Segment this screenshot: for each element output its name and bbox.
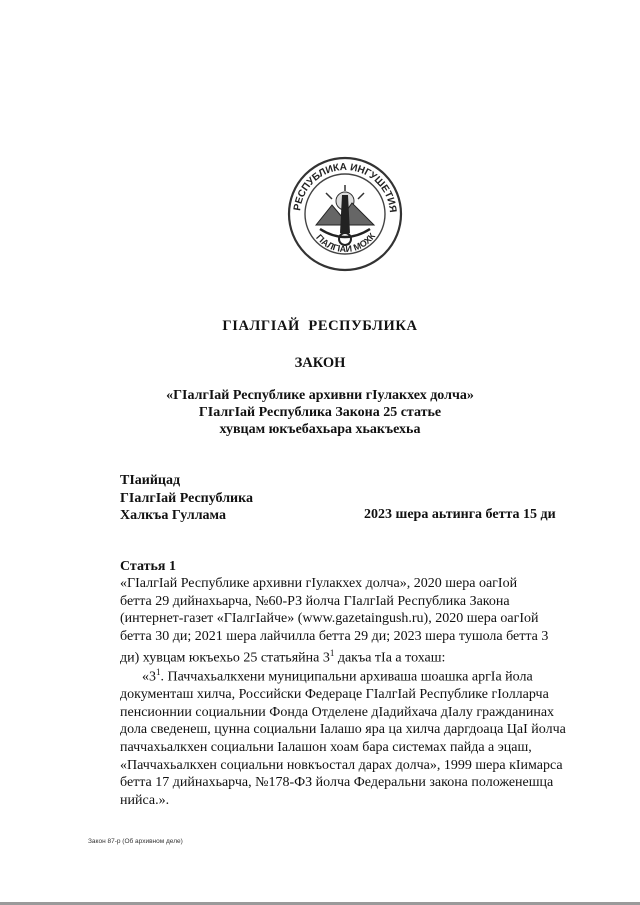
- republic-emblem-icon: [286, 155, 404, 273]
- article-heading: Статья 1: [120, 559, 176, 574]
- law-title-line: ГIалгIай Республика Закона 25 статье: [198, 405, 442, 420]
- paragraph-line-text: . Паччахьалкхени муниципальни архиваша шоашка аргIа йола: [160, 669, 533, 685]
- paragraph-line: [120, 664, 585, 686]
- superscript-mark: 1: [156, 667, 161, 677]
- emblem-ring-top-text: РЕСПУБЛИКА ИНГУШЕТИЯ: [292, 161, 399, 214]
- emblem-ring-bottom-text: ГIАЛГIАЙ МОХК: [314, 231, 378, 255]
- footer-footnote: Закон 87-р (Об архивном деле): [88, 838, 183, 845]
- paragraph-line: «ГIалгIай Республике архивни гIулакхех долча», 2020 шера оагIой: [120, 576, 518, 591]
- paragraph-line: паччахьалкхен социальни Iалашон хоам бара системах пайда а эцаш,: [120, 740, 532, 756]
- law-title-line: хувцам юкъебахьара хьакъехьа: [219, 422, 421, 437]
- adoption-line: ТIаийцад: [120, 473, 181, 488]
- paragraph-line: «Паччахьалкхен социальни новкъостал дарах долча», 1999 шера кIимарса: [120, 757, 563, 773]
- paragraph-line: дола сведенеш, цунна социальни Iалашо яра ца хилча даргдоаца ЦаI йолча: [120, 722, 566, 738]
- article-paragraph-2: [120, 664, 585, 809]
- adoption-date: 2023 шера аьтинга бетта 15 ди: [364, 507, 556, 522]
- superscript-mark: 1: [329, 648, 335, 659]
- paragraph-line: пенсионнии социальнии Фонда Отделене дIадийхача дIалу гражданинах: [120, 704, 555, 720]
- paragraph-line-text: дакъа тIа а тохаш:: [334, 651, 446, 667]
- document-type-heading: ЗАКОН: [294, 355, 346, 371]
- paragraph-line: бетта 17 дийнахьарча, №178-ФЗ йолча Федеральни закона положенешца: [120, 775, 554, 791]
- paragraph-line: бетта 29 дийнахьарча, №60-РЗ йолча ГIалгIай Республика Закона: [120, 593, 510, 609]
- paragraph-line-text: «3: [142, 669, 156, 685]
- paragraph-line: бетта 30 ди; 2021 шера лайчилла бетта 29 ди; 2023 шера тушола бетта 3: [120, 628, 549, 644]
- paragraph-line: нийса.».: [120, 792, 170, 808]
- article-paragraph-1: [120, 575, 585, 668]
- paragraph-line-text: ди) хувцам юкъехьо 25 статьяйна 3: [120, 651, 330, 667]
- law-title: [0, 387, 640, 438]
- adoption-line: Халкъа Гуллама: [120, 508, 226, 523]
- paragraph-line: документаш хилча, Российски Федераце ГIалгIай Республике гIолларча: [120, 687, 549, 703]
- svg-text:ГIАЛГIАЙ МОХК: [314, 231, 377, 255]
- law-title-line: «ГIалгIай Республике архивни гIулакхех долча»: [166, 388, 474, 403]
- paragraph-line: (интернет-газет «ГIалгIайче» (www.gazetaingush.ru), 2020 шера оагIой: [120, 611, 539, 627]
- adoption-line: ГIалгIай Республика: [120, 490, 253, 506]
- adoption-block: [120, 472, 253, 525]
- republic-heading: ГIАЛГIАЙ РЕСПУБЛИКА: [222, 318, 418, 334]
